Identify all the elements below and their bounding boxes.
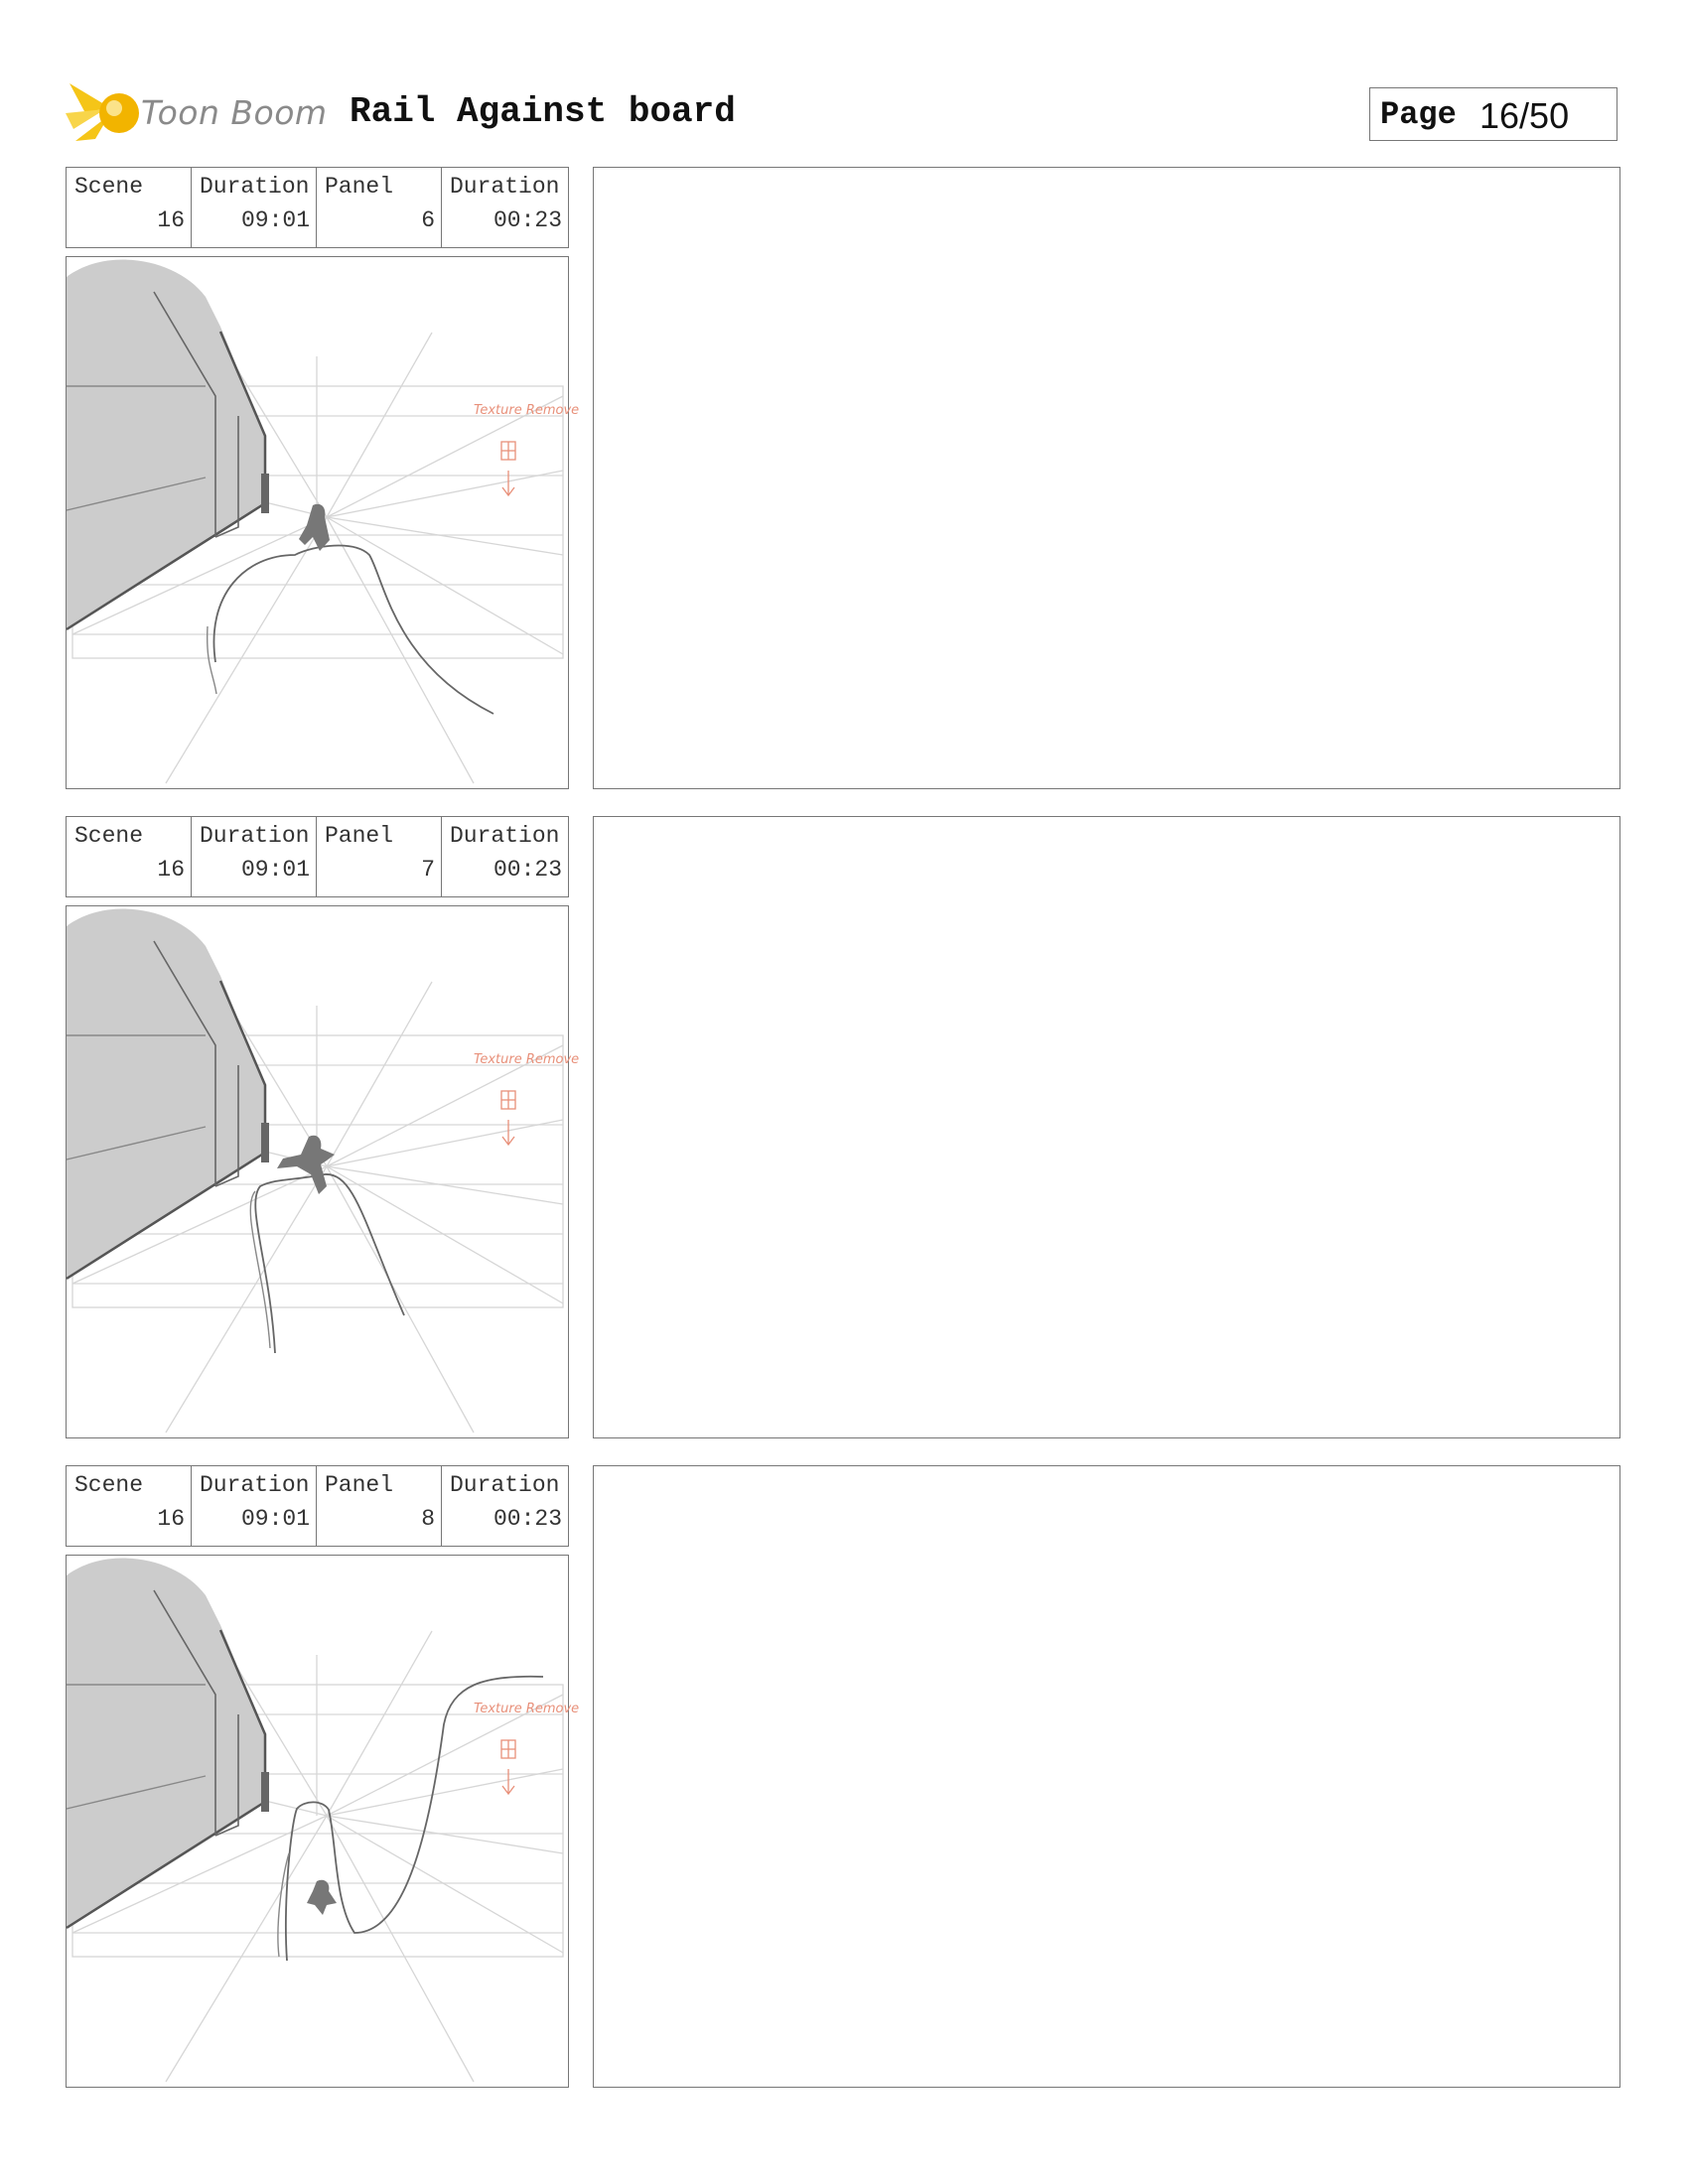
scene-duration-cell [192, 1466, 317, 1546]
storyboard-sketch[interactable] [66, 905, 580, 1438]
panel-duration-label: Duration [450, 823, 560, 849]
sketch-note: Texture Remove [474, 403, 580, 418]
panel-value: 8 [421, 1506, 435, 1532]
scene-duration-label: Duration [200, 823, 310, 849]
document-title: Rail Against board [350, 91, 736, 132]
page-indicator [1369, 87, 1618, 141]
scene-cell [67, 1466, 192, 1546]
scene-duration-label: Duration [200, 1472, 310, 1498]
panel-cell [317, 168, 442, 247]
page-number: 16/50 [1479, 95, 1570, 136]
scene-cell [67, 817, 192, 896]
panel-label: Panel [325, 823, 394, 849]
page-header [66, 77, 1620, 149]
scene-label: Scene [74, 174, 144, 200]
panel-row-6 [66, 167, 1620, 789]
panel-notes-box[interactable] [593, 167, 1620, 789]
panel-duration-value: 00:23 [492, 1506, 562, 1532]
scene-label: Scene [74, 1472, 144, 1498]
panel-value: 6 [421, 207, 435, 233]
brand-name: Toon Boom [141, 93, 328, 132]
panel-info-table [66, 1465, 569, 1547]
panel-value: 7 [421, 857, 435, 883]
panel-duration-value: 00:23 [492, 207, 562, 233]
panel-duration-value: 00:23 [492, 857, 562, 883]
panel-info-table [66, 167, 569, 248]
panel-label: Panel [325, 174, 394, 200]
toon-boom-logo-icon [66, 77, 143, 149]
panel-label: Panel [325, 1472, 394, 1498]
panel-row-8 [66, 1465, 1620, 2088]
scene-value: 16 [157, 857, 185, 883]
panel-cell [317, 1466, 442, 1546]
scene-value: 16 [157, 1506, 185, 1532]
sketch-note: Texture Remove [474, 1702, 580, 1716]
panel-cell [317, 817, 442, 896]
panel-duration-cell [442, 1466, 568, 1546]
panel-duration-label: Duration [450, 174, 560, 200]
scene-value: 16 [157, 207, 185, 233]
panel-duration-label: Duration [450, 1472, 560, 1498]
scene-cell [67, 168, 192, 247]
panel-notes-box[interactable] [593, 1465, 1620, 2088]
scene-duration-cell [192, 168, 317, 247]
scene-duration-cell [192, 817, 317, 896]
storyboard-sketch[interactable] [66, 256, 580, 789]
scene-duration-label: Duration [200, 174, 310, 200]
panel-row-7 [66, 816, 1620, 1438]
panel-duration-cell [442, 817, 568, 896]
page-label: Page [1380, 96, 1457, 133]
storyboard-sketch[interactable] [66, 1555, 580, 2088]
panel-duration-cell [442, 168, 568, 247]
panel-info-table [66, 816, 569, 897]
sketch-note: Texture Remove [474, 1052, 580, 1067]
scene-duration-value: 09:01 [240, 1506, 310, 1532]
panel-notes-box[interactable] [593, 816, 1620, 1438]
scene-duration-value: 09:01 [240, 857, 310, 883]
scene-label: Scene [74, 823, 144, 849]
scene-duration-value: 09:01 [240, 207, 310, 233]
